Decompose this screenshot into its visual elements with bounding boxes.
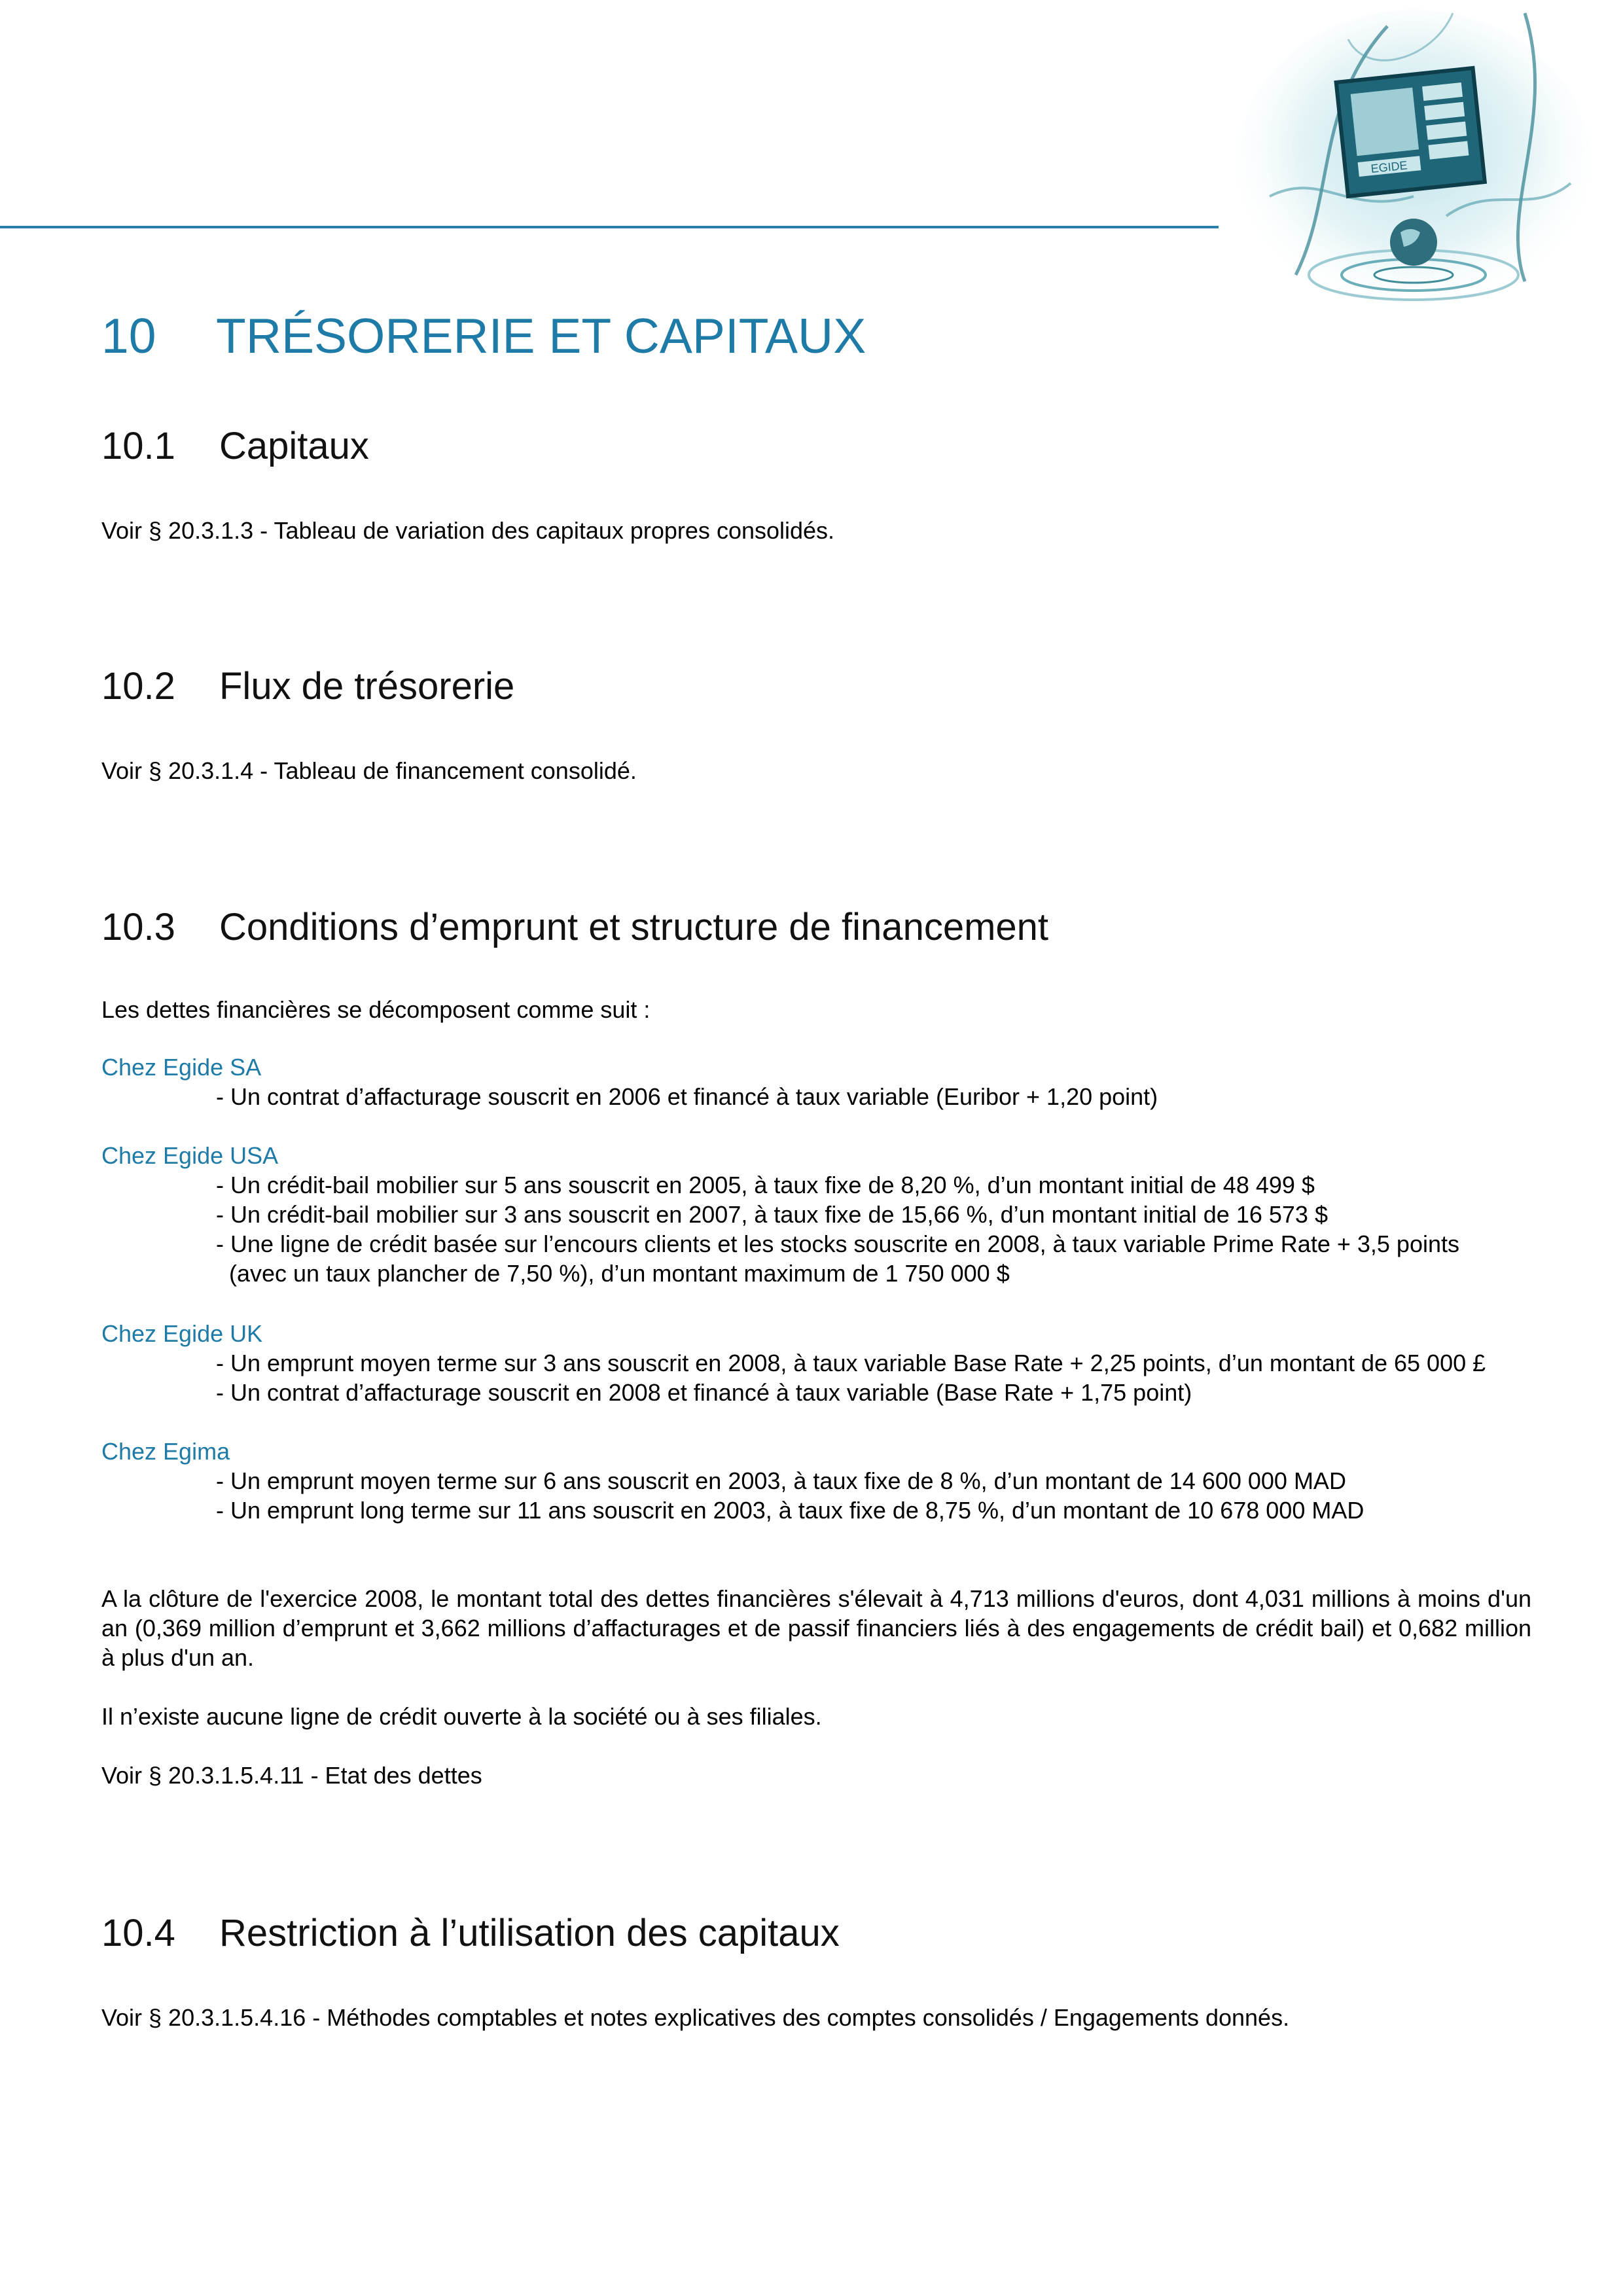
list-item: - Un contrat d’affacturage souscrit en 2006 et financé à taux variable (Euribor + 1,20 point) [216,1083,1158,1110]
list-item: - Un emprunt moyen terme sur 6 ans souscrit en 2003, à taux fixe de 8 %, d’un montant de 14 600 000 MAD [216,1467,1346,1494]
list-item: - Un crédit-bail mobilier sur 3 ans souscrit en 2007, à taux fixe de 15,66 %, d’un montant initial de 16 573 $ [216,1201,1328,1228]
paragraph-no-credit: Il n’existe aucune ligne de crédit ouverte à la société ou à ses filiales. [101,1703,822,1730]
section-heading [101,308,866,364]
group-label-egide-usa: Chez Egide USA [101,1142,279,1169]
paragraph-10-2: Voir § 20.3.1.4 - Tableau de financement consolidé. [101,757,637,784]
list-item: - Un crédit-bail mobilier sur 5 ans souscrit en 2005, à taux fixe de 8,20 %, d’un montant initial de 48 499 $ [216,1172,1315,1198]
subsection-title: Flux de trésorerie [219,665,515,708]
paragraph-10-4: Voir § 20.3.1.5.4.16 - Méthodes comptables et notes explicatives des comptes consolidés / Engagements donnés. [101,2004,1290,2031]
list-item: - Un emprunt long terme sur 11 ans souscrit en 2003, à taux fixe de 8,75 %, d’un montant de 10 678 000 MAD [216,1497,1364,1524]
group-label-egide-uk: Chez Egide UK [101,1320,263,1347]
list-item: - Une ligne de crédit basée sur l’encours clients et les stocks souscrite en 2008, à taux variable Prime Rate + 3,5 points [216,1230,1459,1257]
subsection-number: 10.4 [101,1912,175,1954]
list-item: - Un contrat d’affacturage souscrit en 2008 et financé à taux variable (Base Rate + 1,75 point) [216,1379,1192,1406]
section-title: TRÉSORERIE ET CAPITAUX [216,308,866,363]
subsection-number: 10.3 [101,906,175,948]
subsection-number: 10.2 [101,665,175,708]
subsection-title: Restriction à l’utilisation des capitaux [219,1912,840,1954]
subsection-heading-10-4 [101,1911,840,1955]
paragraph-10-1: Voir § 20.3.1.3 - Tableau de variation des capitaux propres consolidés. [101,517,835,544]
header-rule [0,226,1219,228]
list-item: - Un emprunt moyen terme sur 3 ans souscrit en 2008, à taux variable Base Rate + 2,25 points, d’un montant de 65 000 £ [216,1350,1486,1376]
subsection-title: Capitaux [219,425,369,467]
group-label-egide-sa: Chez Egide SA [101,1054,262,1081]
section-number: 10 [101,308,156,363]
subsection-heading-10-1 [101,424,369,468]
list-item-continuation: (avec un taux plancher de 7,50 %), d’un montant maximum de 1 750 000 $ [229,1260,1010,1287]
subsection-heading-10-2 [101,664,514,708]
group-label-egima: Chez Egima [101,1438,230,1465]
subsection-title: Conditions d’emprunt et structure de financement [219,906,1049,948]
paragraph-closing: A la clôture de l'exercice 2008, le montant total des dettes financières s'élevait à 4,713 millions d'euros, dont 4,031 millions à moins d'un an (0,369 million d’emprunt et 3,662 millions d’affacturages et de passif financiers liés à des engagements de crédit bail) et 0,682 million à plus d'un an. [101,1585,1531,1671]
logo-text: EGIDE [1370,158,1408,176]
subsection-number: 10.1 [101,425,175,467]
paragraph-intro: Les dettes financières se décomposent comme suit : [101,996,651,1023]
paragraph-ref-dettes: Voir § 20.3.1.5.4.11 - Etat des dettes [101,1762,482,1789]
egide-logo-illustration [1217,0,1597,321]
subsection-heading-10-3 [101,905,1048,949]
